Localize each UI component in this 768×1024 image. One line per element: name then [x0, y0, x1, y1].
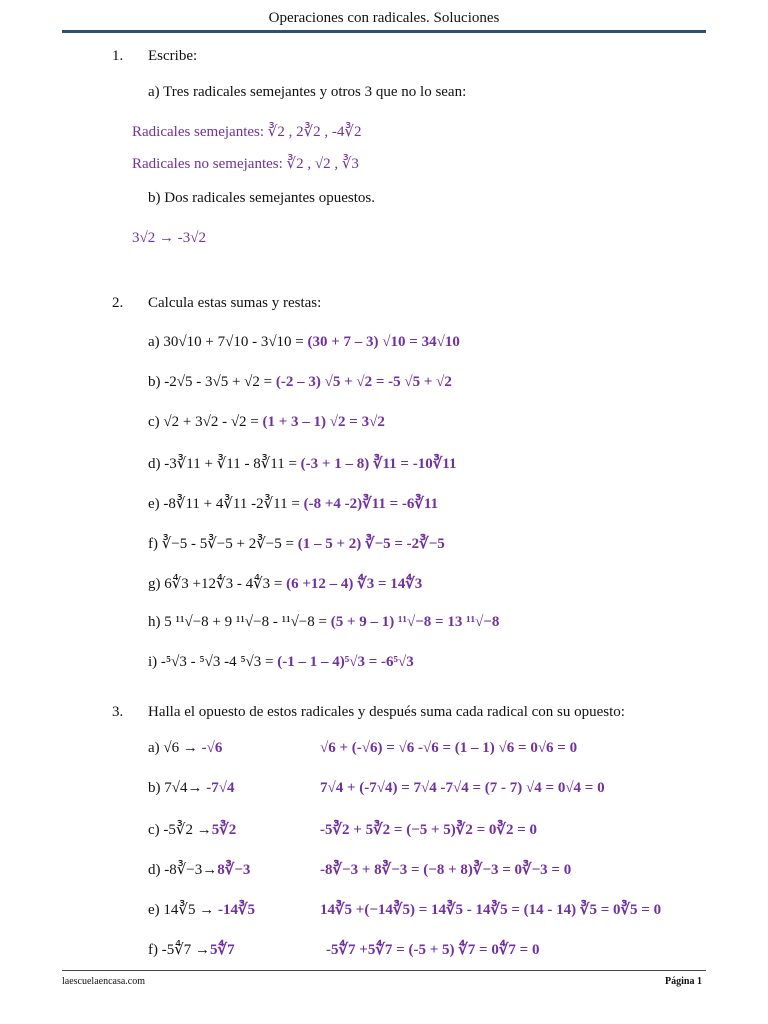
q2-item	[148, 654, 414, 671]
q3-item	[148, 900, 255, 919]
question-3-number: 3.	[112, 704, 124, 720]
q1-semejantes: Radicales semejantes: ∛2 , 2∛2 , -4∛2	[132, 124, 362, 140]
q3-item	[148, 780, 234, 797]
q3-item-opposite: -14∛5	[217, 902, 256, 918]
q2-item-answer: (-2 – 3) √5 + √2 = -5 √5 + √2	[275, 374, 452, 390]
q1-b-text: b) Dos radicales semejantes opuestos.	[148, 190, 376, 206]
footer-site[interactable]: laescuelaencasa.com	[62, 976, 146, 987]
q2-item	[148, 414, 385, 431]
q3-item-sum: -8∛−3 + 8∛−3 = (−8 + 8)∛−3 = 0∛−3 = 0	[320, 862, 572, 878]
q3-item	[148, 820, 236, 839]
q2-item-question: c) √2 + 3√2 - √2 =	[148, 414, 263, 430]
q1-a-text: a) Tres radicales semejantes y otros 3 que no lo sean:	[148, 84, 467, 100]
q2-item	[148, 614, 499, 631]
q3-item-sum: 7√4 + (-7√4) = 7√4 -7√4 = (7 - 7) √4 = 0√4 = 0	[320, 780, 605, 796]
q3-item	[148, 860, 250, 879]
header-rule	[62, 30, 706, 33]
question-number: 1.	[112, 48, 124, 64]
page-title: Operaciones con radicales. Soluciones	[268, 10, 500, 26]
q3-item-opposite: 8∛−3	[217, 862, 251, 878]
q2-item-question: d) -3∛11 + ∛11 - 8∛11 =	[148, 456, 301, 472]
question-2-number: 2.	[112, 295, 124, 311]
q2-item-question: a) 30√10 + 7√10 - 3√10 =	[148, 334, 308, 350]
q3-item-sum: √6 + (-√6) = √6 -√6 = (1 – 1) √6 = 0√6 = 0	[320, 740, 578, 756]
q2-item-question: f) ∛−5 - 5∛−5 + 2∛−5 =	[148, 536, 298, 552]
q3-item-question: f) -5∜7 →	[148, 942, 211, 958]
q3-item-opposite: -7√4	[206, 780, 235, 796]
q3-item-sum: 14∛5 +(−14∛5) = 14∛5 - 14∛5 = (14 - 14) ∛5 = 0∛5 = 0	[320, 902, 662, 918]
q2-item	[148, 534, 445, 553]
q2-item-answer: (1 – 5 + 2) ∛−5 = -2∛−5	[297, 536, 445, 552]
q2-item-question: h) 5 ¹¹√−8 + 9 ¹¹√−8 - ¹¹√−8 =	[148, 614, 331, 630]
q3-item-question: b) 7√4→	[148, 780, 207, 796]
q3-item	[148, 940, 235, 959]
q3-item-sum: -5∜7 +5∜7 = (-5 + 5) ∜7 = 0∜7 = 0	[326, 942, 540, 958]
q2-item-answer: (-1 – 1 – 4)⁵√3 = -6⁵√3	[277, 654, 414, 670]
q3-item	[148, 740, 222, 757]
question-1	[0, 48, 123, 65]
q2-item	[148, 574, 422, 593]
q3-item-question: d) -8∛−3→	[148, 862, 218, 878]
q3-item-question: e) 14∛5 →	[148, 902, 218, 918]
footer-rule	[62, 970, 706, 971]
q3-item-opposite: 5∜7	[210, 942, 235, 958]
q2-item-answer: (30 + 7 – 3) √10 = 34√10	[307, 334, 460, 350]
q2-item-question: b) -2√5 - 3√5 + √2 =	[148, 374, 276, 390]
q3-item-opposite: 5∛2	[211, 822, 237, 838]
footer-page-number: Página 1	[665, 976, 702, 987]
q3-item-question: c) -5∛2 →	[148, 822, 212, 838]
question-3-title: Halla el opuesto de estos radicales y después suma cada radical con su opuesto:	[148, 704, 625, 720]
q2-item	[148, 334, 460, 351]
q2-item	[148, 454, 456, 473]
q2-item-question: i) -⁵√3 - ⁵√3 -4 ⁵√3 =	[148, 654, 278, 670]
q2-item-answer: (5 + 9 – 1) ¹¹√−8 = 13 ¹¹√−8	[330, 614, 500, 630]
question-1-title: Escribe:	[148, 48, 198, 64]
q2-item	[148, 494, 438, 513]
q2-item-question: e) -8∛11 + 4∛11 -2∛11 =	[148, 496, 304, 512]
q2-item-answer: (6 +12 – 4) ∜3 = 14∜3	[286, 576, 423, 592]
q2-item-answer: (-8 +4 -2)∛11 = -6∛11	[303, 496, 439, 512]
q1-b-answer: 3√2 → -3√2	[132, 230, 206, 246]
q3-item-sum: -5∛2 + 5∛2 = (−5 + 5)∛2 = 0∛2 = 0	[320, 822, 538, 838]
q2-item	[148, 374, 452, 391]
q2-item-answer: (1 + 3 – 1) √2 = 3√2	[262, 414, 385, 430]
q1-no-semejantes: Radicales no semejantes: ∛2 , √2 , ∛3	[132, 156, 359, 172]
question-2-title: Calcula estas sumas y restas:	[148, 295, 322, 311]
q3-item-question: a) √6 →	[148, 740, 202, 756]
q2-item-question: g) 6∜3 +12∜3 - 4∜3 =	[148, 576, 287, 592]
q3-item-opposite: -√6	[201, 740, 223, 756]
q2-item-answer: (-3 + 1 – 8) ∛11 = -10∛11	[300, 456, 457, 472]
